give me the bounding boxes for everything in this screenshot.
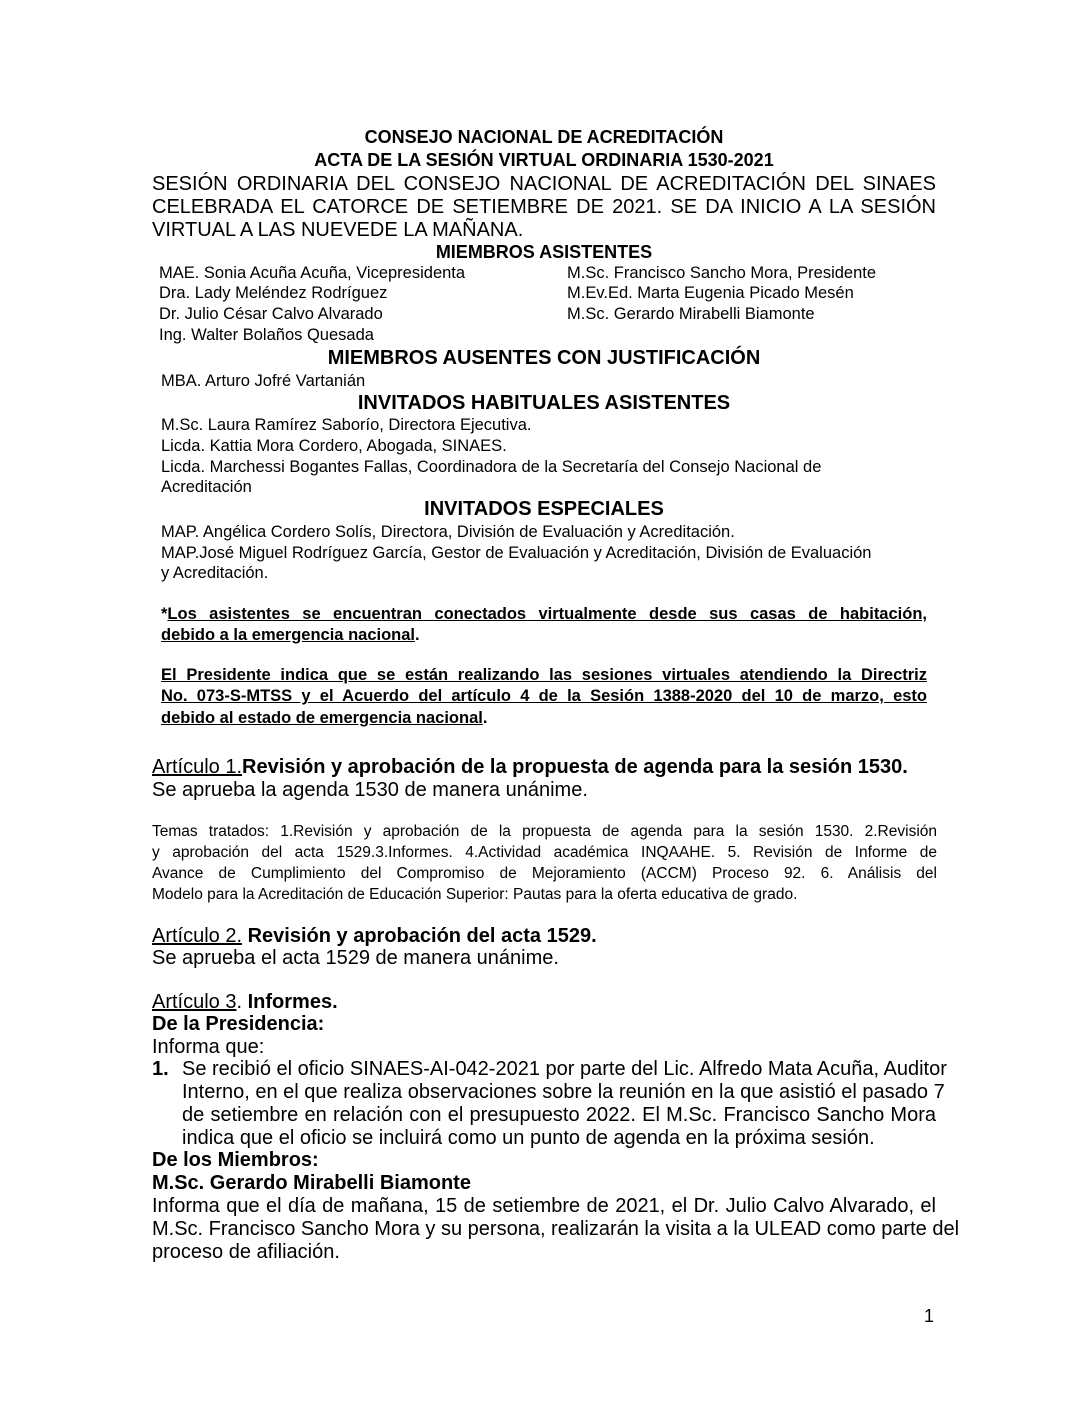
special-guest-3: y Acreditación. — [161, 564, 269, 582]
virtual-note-line-2 — [161, 625, 420, 645]
article-1-label: Artículo 1. — [152, 756, 243, 778]
president-note-period: . — [482, 709, 488, 727]
members-absent-heading: MIEMBROS AUSENTES CON JUSTIFICACIÓN — [327, 347, 761, 369]
president-note-line-3 — [161, 708, 487, 728]
presidency-heading: De la Presidencia: — [152, 1013, 325, 1035]
article-2-body: Se aprueba el acta 1529 de manera unánime. — [152, 947, 559, 969]
intro-line-1: SESIÓN ORDINARIA DEL CONSEJO NACIONAL DE ACREDITACIÓN DEL SINAES — [152, 173, 936, 195]
item-1-line-4: indica que el oficio se incluirá como un punto de agenda en la próxima sesión. — [182, 1127, 875, 1149]
item-1-line-3: de setiembre en relación con el presupuesto 2022. El M.Sc. Francisco Sancho Mora — [182, 1104, 936, 1126]
topics-line-4: Modelo para la Acreditación de Educación Superior: Pautas para la oferta educativa de grado. — [152, 886, 798, 903]
virtual-note-text-1: Los asistentes se encuentran conectados virtualmente desde sus casas de habitación, — [167, 605, 927, 623]
member-left-1: MAE. Sonia Acuña Acuña, Vicepresidenta — [159, 264, 466, 282]
member-left-2: Dra. Lady Meléndez Rodríguez — [159, 284, 388, 302]
article-2-title: Revisión y aprobación del acta 1529. — [247, 925, 597, 947]
intro-line-2: CELEBRADA EL CATORCE DE SETIEMBRE DE 2021. SE DA INICIO A LA SESIÓN — [152, 196, 936, 218]
virtual-note-asterisk: * — [161, 605, 168, 623]
member-left-3: Dr. Julio César Calvo Alvarado — [159, 305, 383, 323]
member-right-2: M.Ev.Ed. Marta Eugenia Picado Mesén — [567, 284, 854, 302]
org-title: CONSEJO NACIONAL DE ACREDITACIÓN — [364, 127, 724, 147]
topics-line-3: Avance de Cumplimiento del Compromiso de Mejoramiento (ACCM) Proceso 92. 6. Análisis del — [152, 865, 937, 882]
habitual-guests-heading: INVITADOS HABITUALES ASISTENTES — [357, 392, 731, 414]
president-note-line-1: El Presidente indica que se están realizando las sesiones virtuales atendiendo la Directriz — [161, 666, 927, 684]
page-number: 1 — [924, 1306, 935, 1326]
member-report-line-3: proceso de afiliación. — [152, 1241, 340, 1263]
article-3-title: Informes. — [247, 991, 338, 1013]
members-present-heading: MIEMBROS ASISTENTES — [435, 242, 653, 262]
acta-title: ACTA DE LA SESIÓN VIRTUAL ORDINARIA 1530-2021 — [314, 150, 774, 170]
intro-line-3: VIRTUAL A LAS NUEVEDE LA MAÑANA. — [152, 219, 524, 241]
article-1-title: Revisión y aprobación de la propuesta de agenda para la sesión 1530. — [242, 756, 908, 778]
article-3-label: Artículo 3 — [152, 991, 237, 1013]
article-2-heading — [152, 925, 597, 947]
article-3-heading — [152, 991, 338, 1013]
member-report-line-2: M.Sc. Francisco Sancho Mora y su persona, realizarán la visita a la ULEAD como parte del — [152, 1218, 960, 1240]
article-2-label: Artículo 2. — [152, 925, 243, 947]
member-right-3: M.Sc. Gerardo Mirabelli Biamonte — [567, 305, 815, 323]
article-1-heading — [152, 756, 908, 778]
virtual-note-period: . — [415, 626, 420, 644]
habitual-guest-2: Licda. Kattia Mora Cordero, Abogada, SINAES. — [161, 437, 507, 455]
member-right-1: M.Sc. Francisco Sancho Mora, Presidente — [567, 264, 877, 282]
virtual-note-line-1 — [161, 604, 927, 624]
item-1-line-2: Interno, en el que realiza observaciones sobre la reunión en la que asistió el pasado 7 — [182, 1081, 945, 1103]
topics-line-2: y aprobación del acta 1529.3.Informes. 4.Actividad académica INQAAHE. 5. Revisión de Informe de — [152, 844, 937, 861]
informa-que: Informa que: — [152, 1036, 265, 1058]
virtual-note-text-2: debido a la emergencia nacional — [161, 626, 416, 644]
member-left-4: Ing. Walter Bolaños Quesada — [159, 326, 374, 344]
special-guests-heading: INVITADOS ESPECIALES — [424, 498, 664, 520]
members-reports-heading: De los Miembros: — [152, 1149, 319, 1171]
habitual-guest-3: Licda. Marchessi Bogantes Fallas, Coordinadora de la Secretaría del Consejo Nacional de — [161, 458, 822, 476]
president-note-line-2: No. 073-S-MTSS y el Acuerdo del artículo 4 de la Sesión 1388-2020 del 10 de marzo, esto — [161, 687, 927, 705]
special-guest-2: MAP.José Miguel Rodríguez García, Gestor de Evaluación y Acreditación, División de Evaluación — [161, 544, 872, 562]
habitual-guest-1: M.Sc. Laura Ramírez Saborío, Directora Ejecutiva. — [161, 416, 532, 434]
article-1-body: Se aprueba la agenda 1530 de manera unánime. — [152, 779, 588, 801]
member-report-name: M.Sc. Gerardo Mirabelli Biamonte — [152, 1172, 471, 1194]
member-report-line-1: Informa que el día de mañana, 15 de setiembre de 2021, el Dr. Julio Calvo Alvarado, el — [152, 1195, 936, 1217]
topics-line-1: Temas tratados: 1.Revisión y aprobación de la propuesta de agenda para la sesión 1530. 2.Revisión — [152, 823, 937, 840]
member-absent-1: MBA. Arturo Jofré Vartanián — [161, 372, 366, 390]
item-1-number: 1. — [152, 1058, 169, 1080]
special-guest-1: MAP. Angélica Cordero Solís, Directora, División de Evaluación y Acreditación. — [161, 523, 735, 541]
habitual-guest-4: Acreditación — [161, 478, 252, 496]
article-3-label-period: . — [236, 991, 243, 1013]
item-1-line-1: Se recibió el oficio SINAES-AI-042-2021 por parte del Lic. Alfredo Mata Acuña, Auditor — [182, 1058, 947, 1080]
president-note-text-3: debido al estado de emergencia nacional — [161, 709, 483, 727]
